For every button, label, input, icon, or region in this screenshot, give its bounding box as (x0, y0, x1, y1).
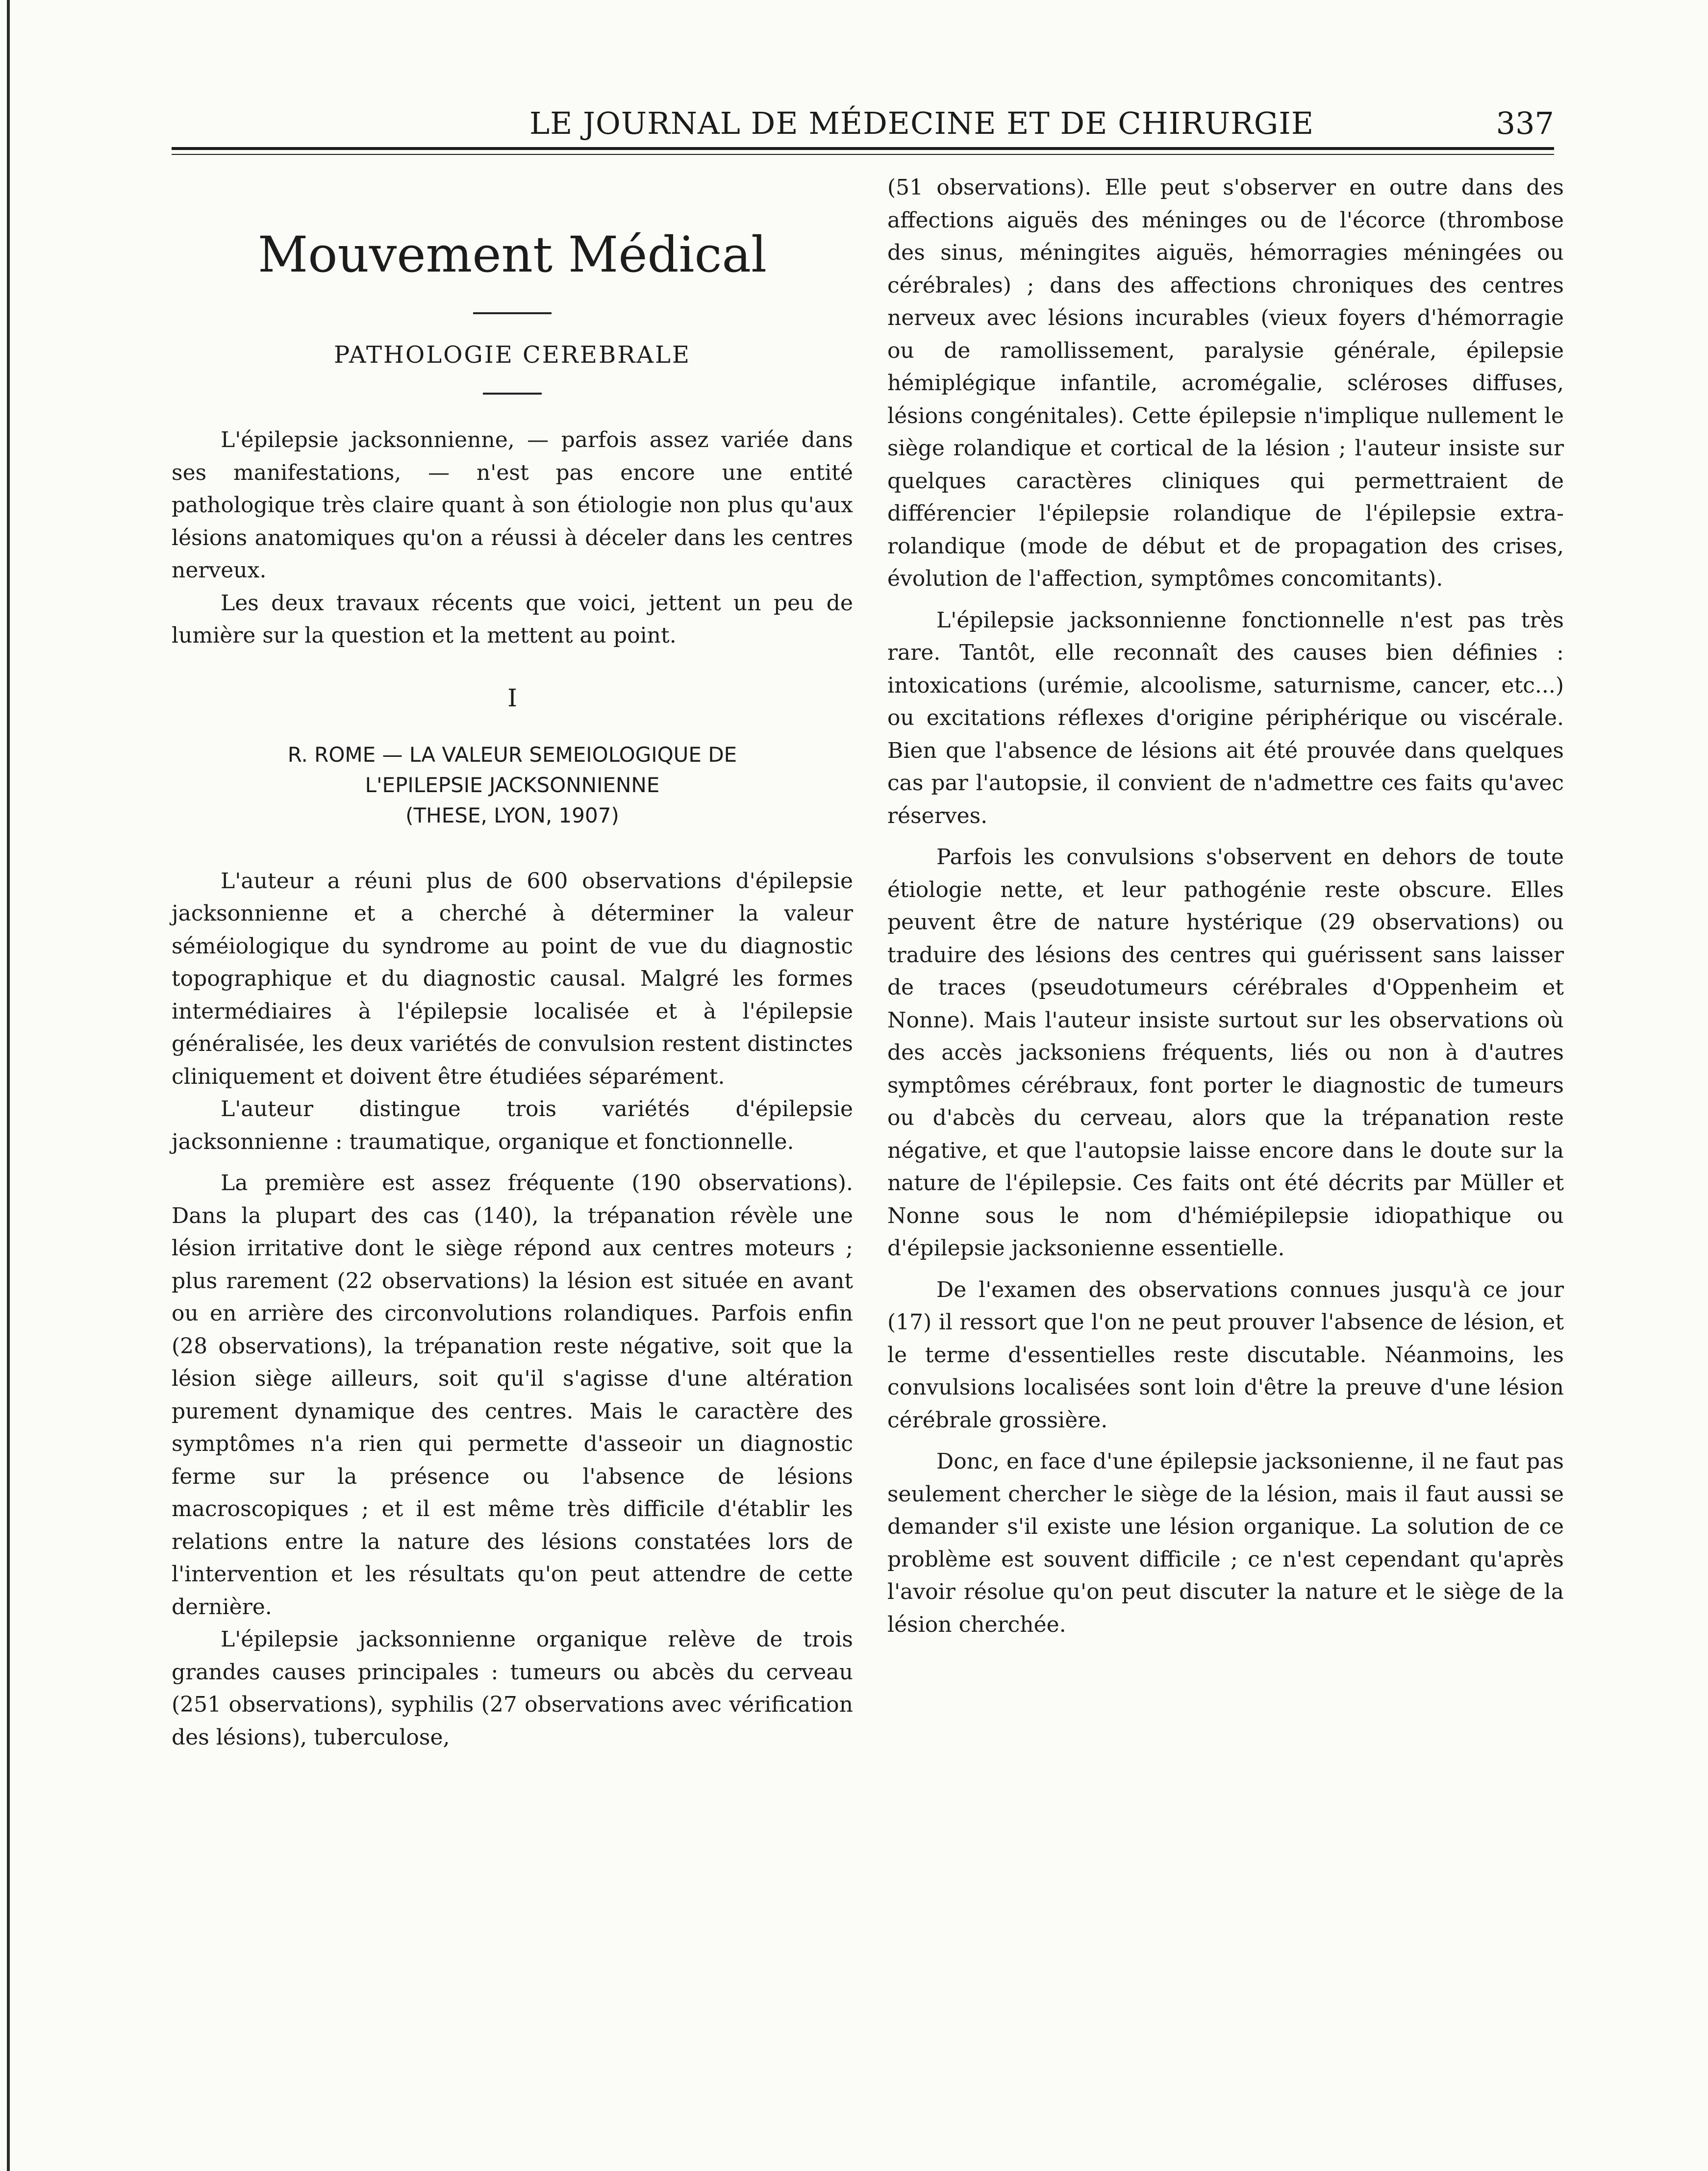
article-paragraph: L'épilepsie jacksonnienne organique relève de trois grandes causes principales : tumeurs ou abcès du cerveau (251 observations), syphilis (27 observations avec vérification des lésions), tuberculose, (172, 1627, 853, 1750)
article-paragraph: Parfois les convulsions s'observent en dehors de toute étiologie nette, et leur pathogénie reste obscure. Elles peuvent être de nature hystérique (29 observations) ou traduire des lésions des centres qui guérissent sans laisser de traces (pseudotumeurs cérébrales d'Oppenheim et Nonne). Mais l'auteur insiste surtout sur les observations où des accès jacksoniens fréquents, liés ou non à d'autres symptômes cérébraux, font porter le diagnostic de tumeurs ou d'abcès du cerveau, alors que la trépanation reste négative, et que l'autopsie laisse encore dans le doute sur la nature de l'épilepsie. Ces faits ont été décrits par Müller et Nonne sous le nom d'hémiépilepsie idiopathique ou d'épilepsie jacksonienne essentielle. (887, 845, 1564, 1261)
article-paragraph: La première est assez fréquente (190 observations). Dans la plupart des cas (140), la trépanation révèle une lésion irritative dont le siège répond aux centres moteurs ; plus rarement (22 observations) la lésion est située en avant ou en arrière des circonvolutions rolandiques. Parfois enfin (28 observations), la trépanation reste négative, soit que la lésion siège ailleurs, soit qu'il s'agisse d'une altération purement dynamique des centres. Mais le caractère des symptômes n'a rien qui permette d'asseoir un diagnostic ferme sur la présence ou l'absence de lésions macroscopiques ; et il est même très difficile d'établir les relations entre la nature des lésions constatées lors de l'intervention et les résultats qu'on peut attendre de cette dernière. (172, 1171, 853, 1620)
subsection-divider (483, 393, 542, 395)
conclusion-paragraph: Donc, en face d'une épilepsie jacksonienne, il ne faut pas seulement chercher le siège de la lésion, mais il faut aussi se demander s'il existe une lésion organique. La solution de ce problème est souvent difficile ; ce n'est cependant qu'après l'avoir résolue qu'on peut discuter la nature et le siège de la lésion cherchée. (887, 1449, 1564, 1637)
article-heading-line-3: (THESE, LYON, 1907) (405, 803, 619, 827)
continued-paragraph: (51 observations). Elle peut s'observer en outre dans des affections aiguës des méninges ou de l'écorce (thrombose des sinus, méningites aiguës, hémorragies méningées ou cérébrales) ; dans des affections chroniques des centres nerveux avec lésions incurables (vieux foyers d'hémorragie ou de ramollissement, paralysie générale, épilepsie hémiplégique infantile, acromégalie, scléroses diffuses, lésions congénitales). Cette épilepsie n'implique nullement le siège rolandique et cortical de la lésion ; l'auteur insiste sur quelques caractères cliniques qui permettraient de différencier l'épilepsie rolandique de l'épilepsie extra-rolandique (mode de début et de propagation des crises, évolution de l'affection, symptômes concomitants). (887, 175, 1564, 591)
header-rule-thick (172, 147, 1554, 150)
article-paragraph: L'épilepsie jacksonnienne fonctionnelle n'est pas très rare. Tantôt, elle reconnaît des causes bien définies : intoxications (urémie, alcoolisme, saturnisme, cancer, etc...) ou excitations réflexes d'origine périphérique ou viscérale. Bien que l'absence de lésions ait été prouvée dans quelques cas par l'autopsie, il convient de n'admettre ces faits qu'avec réserves. (887, 607, 1564, 828)
right-column (887, 172, 1564, 1641)
page-number: 337 (1496, 105, 1554, 141)
section-divider (473, 312, 552, 314)
journal-title: LE JOURNAL DE MÉDECINE ET DE CHIRURGIE (529, 105, 1314, 141)
subsection-title: PATHOLOGIE CEREBRALE (334, 341, 691, 369)
article-heading-line-1: R. ROME — LA VALEUR SEMEIOLOGIQUE DE (287, 742, 737, 767)
article-number: I (507, 683, 517, 712)
intro-paragraph-2: Les deux travaux récents que voici, jettent un peu de lumière sur la question et la mettent au point. (172, 590, 853, 648)
article-heading-line-2: L'EPILEPSIE JACKSONNIENNE (365, 773, 660, 797)
scan-edge-line (7, 0, 10, 2171)
article-heading (172, 740, 853, 831)
section-title: Mouvement Médical (257, 226, 767, 283)
intro-paragraph-1: L'épilepsie jacksonnienne, — parfois assez variée dans ses manifestations, — n'est pas encore une entité pathologique très claire quant à son étiologie non plus qu'aux lésions anatomiques qu'on a réussi à déceler dans les centres nerveux. (172, 427, 853, 583)
header-rule-thin (172, 154, 1554, 155)
article-paragraph: L'auteur distingue trois variétés d'épilepsie jacksonnienne : traumatique, organique et fonctionnelle. (172, 1097, 853, 1154)
article-paragraph: L'auteur a réuni plus de 600 observations d'épilepsie jacksonnienne et a cherché à déterminer la valeur séméiologique du syndrome au point de vue du diagnostic topographique et du diagnostic causal. Malgré les formes intermédiaires à l'épilepsie localisée et à l'épilepsie généralisée, les deux variétés de convulsion restent distinctes cliniquement et doivent être étudiées séparément. (172, 868, 853, 1089)
left-column (172, 172, 853, 1754)
running-head (172, 105, 1554, 159)
article-paragraph: De l'examen des observations connues jusqu'à ce jour (17) il ressort que l'on ne peut prouver l'absence de lésion, et le terme d'essentielles reste discutable. Néanmoins, les convulsions localisées sont loin d'être la preuve d'une lésion cérébrale grossière. (887, 1277, 1564, 1433)
